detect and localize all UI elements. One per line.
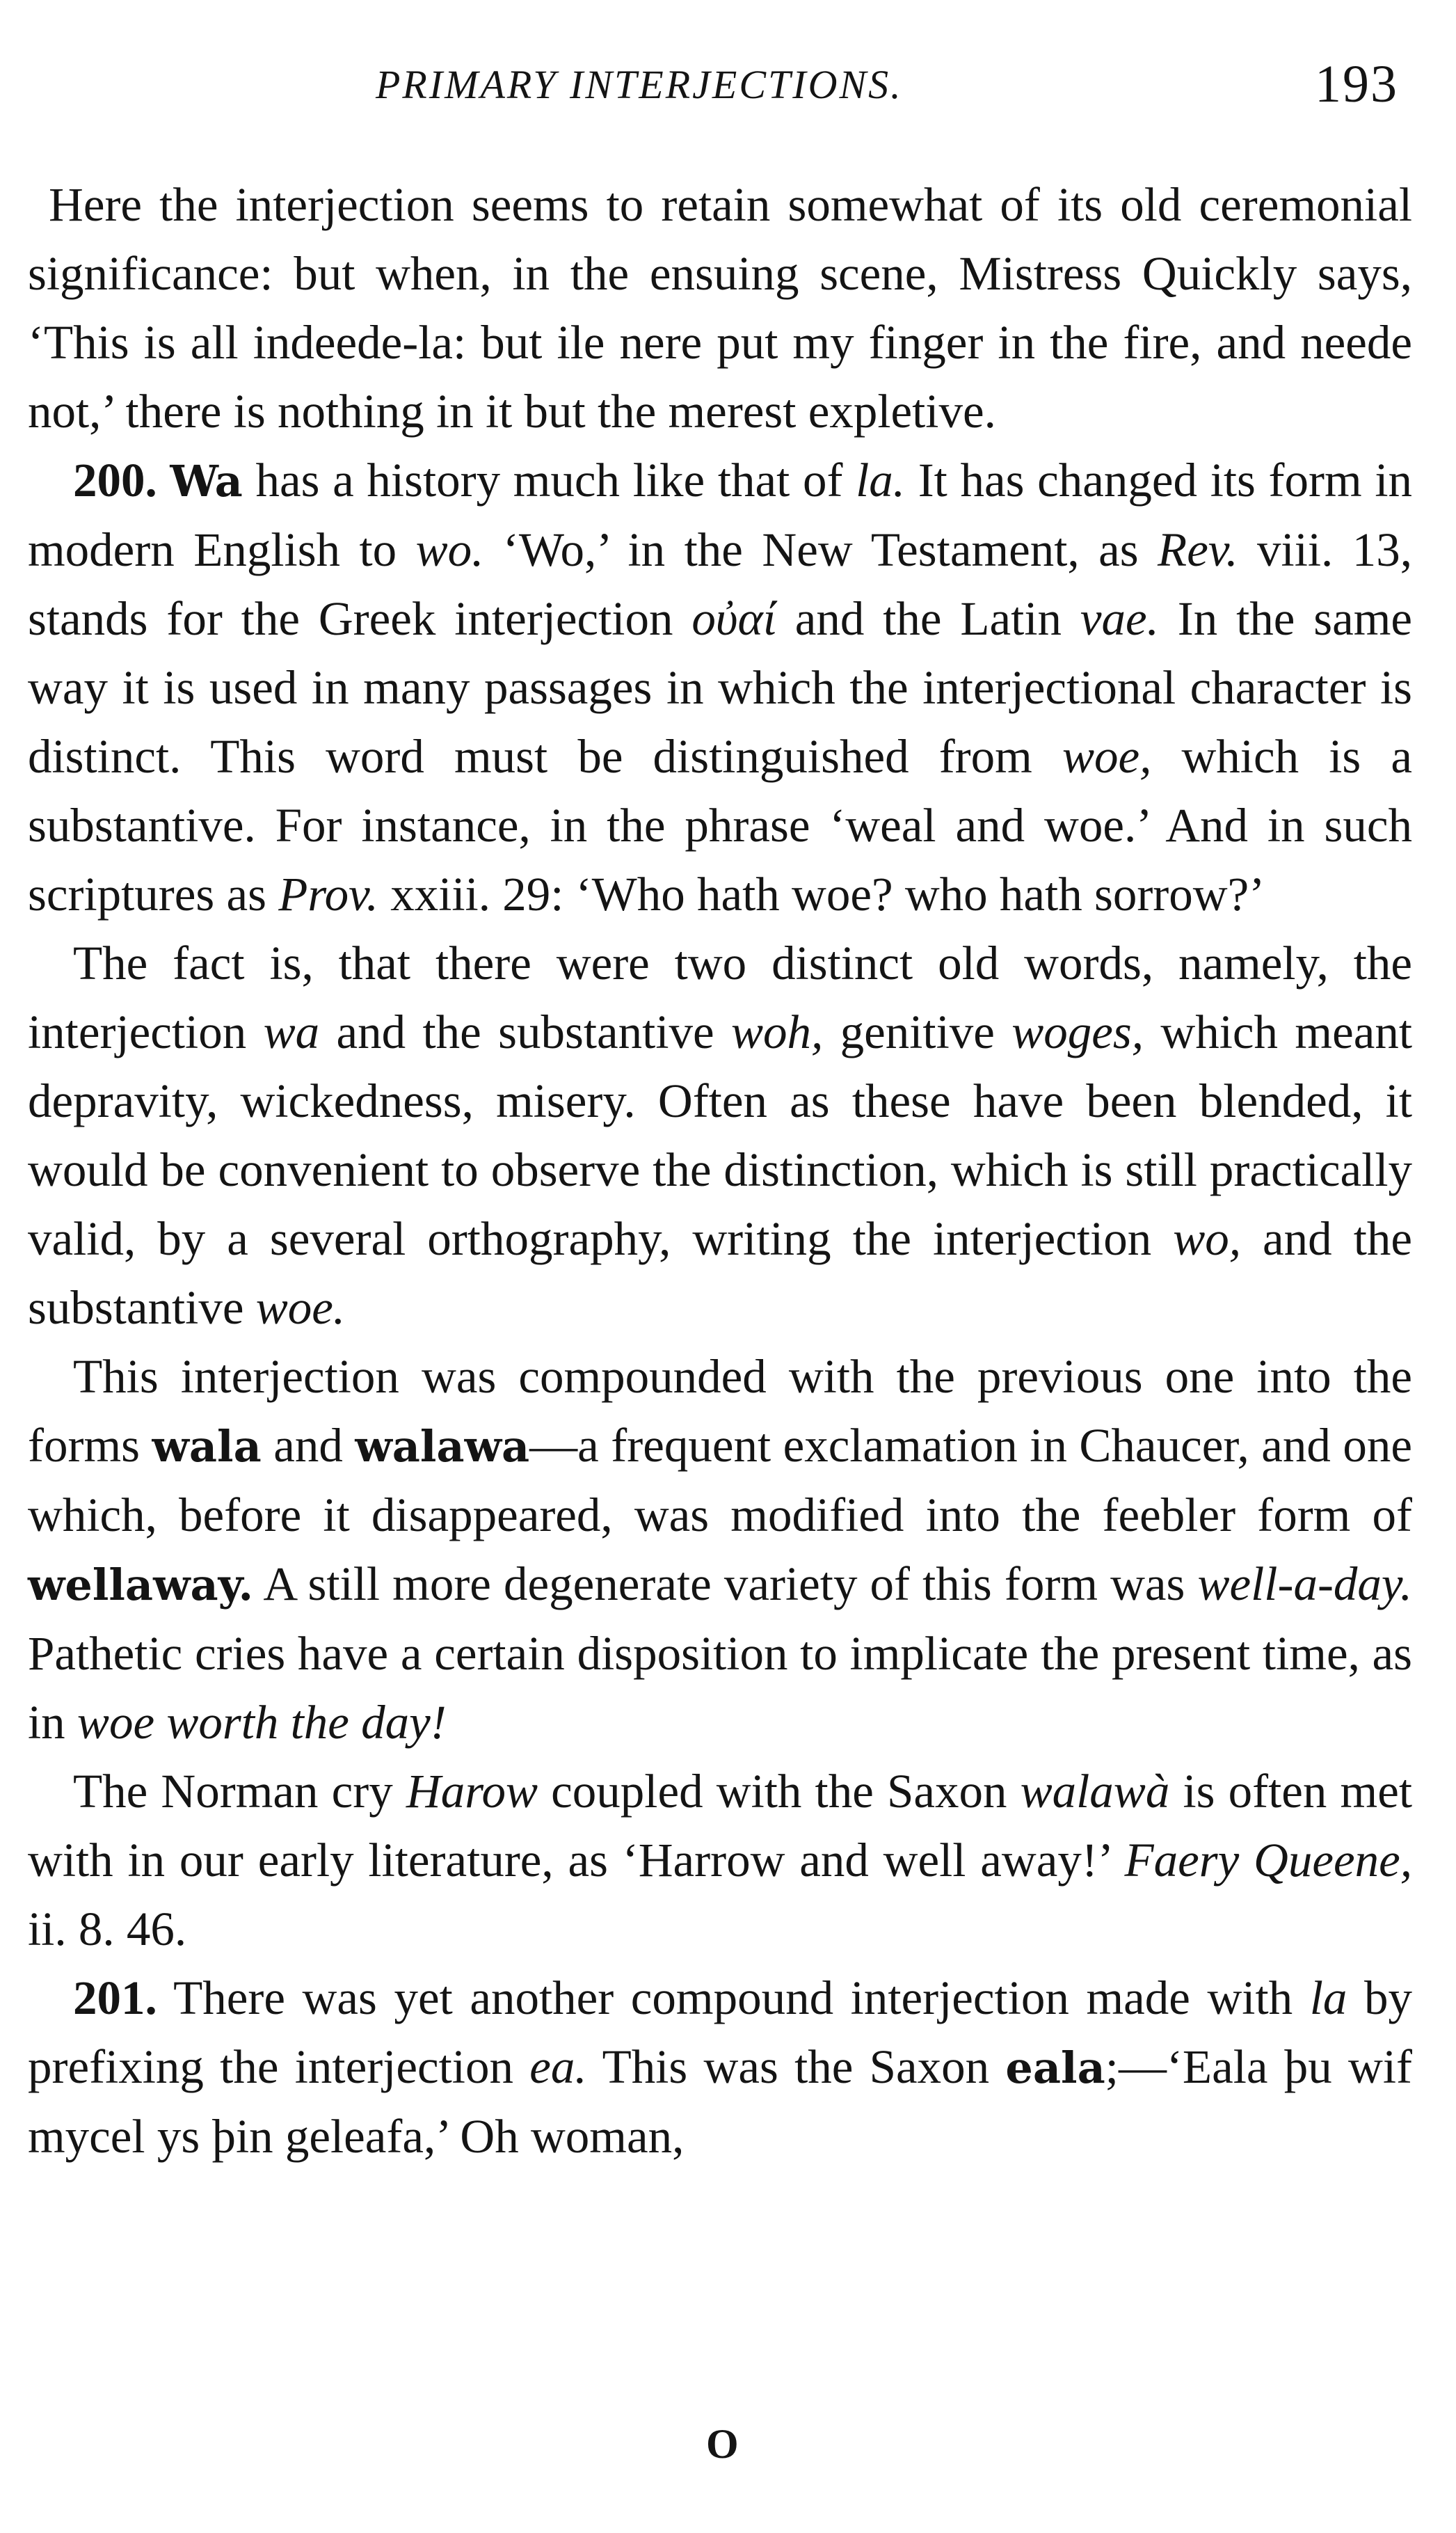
paragraph (28, 1757, 1412, 1964)
bold-term: eala (1005, 2042, 1105, 2093)
body-text (28, 170, 1412, 2171)
bold-term: wala (152, 1421, 262, 1472)
italic-text: la. (856, 454, 906, 507)
italic-text: Rev. (1158, 523, 1238, 576)
italic-text: wo, (1173, 1212, 1242, 1265)
section-number: 200. (73, 454, 157, 507)
text: —a frequent exclamation in Chaucer, and one which, before it disappeared, was modified into the feebler form of (28, 1419, 1412, 1541)
paragraph (28, 1342, 1412, 1757)
text: A still more degenerate variety of this form was (253, 1557, 1198, 1610)
text: The Norman cry (73, 1765, 406, 1818)
text: In the same way it is used in many passages in which the interjectional character is distinct. This word must be distinguished from (28, 592, 1412, 783)
greek-word: οὐαί (691, 592, 776, 645)
text: ;—‘Eala þu wif mycel ys þin geleafa,’ Oh woman, (28, 2040, 1412, 2163)
text: Pathetic cries have a certain disposition to implicate the present time, as in (28, 1627, 1412, 1749)
italic-text: walawà (1020, 1765, 1170, 1818)
text: by prefixing the interjection (28, 1971, 1413, 2093)
text: Here the interjection seems to retain somewhat of its old ceremonial significance: but when, in the ensuing scene, Mistress Quickly says, ‘This is all indeede-la: but ile nere put my finger in the fire, and neede not,’ there is nothing in it but the merest expletive. (28, 178, 1412, 438)
text: has a history much like that of (242, 454, 856, 507)
signature-mark: O (706, 2421, 739, 2467)
text: coupled with the Saxon (538, 1765, 1021, 1818)
italic-text: woe, (1062, 730, 1152, 783)
text: genitive (823, 1006, 1012, 1058)
italic-text: Harow (406, 1765, 538, 1818)
italic-text: wo. (415, 523, 484, 576)
text: is often met with in our early literature, as ‘Harrow and well away!’ (28, 1765, 1412, 1887)
paragraph-continued (28, 170, 1412, 446)
text: There was yet another compound interjection made with (157, 1971, 1310, 2024)
italic-text: Prov. (278, 868, 378, 921)
running-head (28, 54, 1412, 131)
text: and the substantive (319, 1006, 731, 1058)
italic-text: well-a-day. (1197, 1557, 1412, 1610)
bold-term: walawa (355, 1421, 530, 1472)
italic-text: la (1309, 1971, 1347, 2024)
headword: Wa (170, 456, 243, 507)
bold-term: wellaway. (28, 1559, 254, 1610)
italic-text: woe worth the day! (77, 1696, 447, 1749)
text: ‘Wo,’ in the New Testament, as (483, 523, 1158, 576)
text: It has changed its form in modern English to (28, 454, 1413, 576)
italic-text: woges, (1011, 1006, 1144, 1058)
italic-text: woh, (730, 1006, 824, 1058)
text: and the substantive (28, 1212, 1412, 1334)
text: The fact is, that there were two distinct old words, namely, the interjection (28, 937, 1412, 1058)
italic-text: Faery Queene, (1124, 1834, 1412, 1887)
running-title: PRIMARY INTERJECTIONS. (376, 62, 903, 107)
italic-text: ea. (529, 2040, 587, 2093)
italic-text: vae. (1080, 592, 1159, 645)
text: xxiii. 29: ‘Who hath woe? who hath sorrow?’ (378, 868, 1265, 921)
page-number: 193 (1315, 55, 1398, 113)
text: and (261, 1419, 355, 1472)
paragraph (28, 929, 1412, 1342)
book-page (28, 0, 1412, 2533)
paragraph-section-201 (28, 1964, 1412, 2171)
text: and the Latin (776, 592, 1080, 645)
italic-text: woe. (255, 1281, 346, 1334)
section-number: 201. (73, 1971, 157, 2024)
text: viii. 13, stands for the Greek interjection (28, 523, 1412, 645)
text: ii. 8. 46. (28, 1903, 187, 1955)
text: which meant depravity, wickedness, misery. Often as these have been blended, it would be convenient to observe the distinction, which is still practically valid, by a several orthography, writing the interjection (28, 1006, 1412, 1265)
text: which is a substantive. For instance, in the phrase ‘weal and woe.’ And in such scriptures as (28, 730, 1412, 921)
text: This interjection was compounded with the previous one into the forms (28, 1350, 1412, 1472)
text: This was the Saxon (586, 2040, 1006, 2093)
paragraph-section-200 (28, 446, 1412, 929)
italic-text: wa (263, 1006, 320, 1058)
